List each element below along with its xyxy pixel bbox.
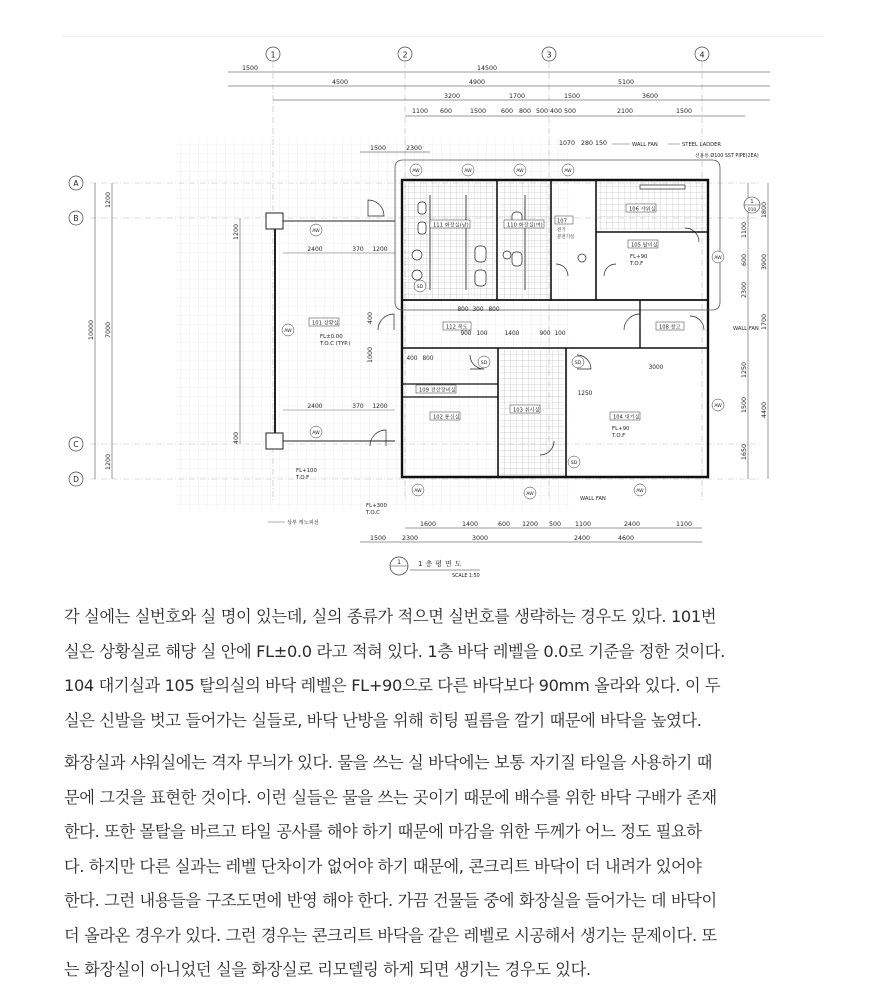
grid-bubble-1: [266, 47, 280, 61]
grid-bubble-4: [695, 47, 709, 61]
dim-label: 10000: [88, 319, 95, 341]
grid-label: D: [73, 475, 79, 484]
dim-label: 2300: [741, 281, 748, 299]
grid-label: 1: [270, 50, 276, 60]
svg-text:900: 900: [460, 331, 472, 337]
dim-label: 1700: [508, 93, 526, 100]
svg-text:103 취사실: 103 취사실: [513, 407, 540, 414]
paragraph-line: 실은 상황실로 해당 실 안에 FL±0.0 라고 적혀 있다. 1층 바닥 레벨을 0.0로 기준을 정한 것이다.: [64, 641, 725, 661]
dim-label: 1200: [372, 403, 388, 410]
room-tag-108: [656, 322, 684, 331]
svg-text:전기: 전기: [557, 228, 566, 233]
svg-text:100: 100: [554, 331, 566, 337]
svg-text:111 화장실(남): 111 화장실(남): [433, 222, 469, 229]
dim-label: 1400: [461, 521, 479, 528]
paragraph-line: 문에 그것을 표현한 것이다. 이런 실들은 물을 쓰는 곳이기 때문에 배수를 위한 바닥 구배가 존재: [64, 787, 717, 807]
svg-text:분전기실: 분전기실: [557, 235, 575, 240]
dim-label: 150: [594, 140, 608, 147]
svg-text:FL+90: FL+90: [612, 426, 630, 432]
room-tag-106: [626, 204, 656, 213]
svg-text:SD: SD: [416, 285, 424, 290]
dim-label: 600: [741, 253, 748, 267]
room-tag-109: [416, 385, 456, 394]
svg-text:AW: AW: [312, 431, 320, 436]
paragraph-wet-rooms: [64, 746, 824, 988]
svg-text:1: 1: [397, 559, 401, 566]
grid-label: 3: [546, 50, 552, 60]
svg-text:AW: AW: [414, 489, 422, 494]
room-tag-110: [504, 220, 544, 229]
room-tag-112: [443, 322, 471, 331]
svg-text:FL+300: FL+300: [366, 503, 387, 509]
dim-label: 1500: [741, 396, 748, 414]
svg-text:WALL FAN: WALL FAN: [733, 326, 759, 332]
svg-text:AW: AW: [412, 169, 420, 174]
dim-label: 1000: [367, 346, 374, 364]
grid-label: B: [73, 214, 79, 223]
dim-label: 1200: [521, 521, 539, 528]
dim-label: 2400: [573, 535, 591, 542]
svg-text:1: 1: [750, 199, 754, 205]
grid-label: 4: [699, 50, 705, 60]
svg-text:선홈통 Ø100 SST PIPE(2EA): 선홈통 Ø100 SST PIPE(2EA): [695, 154, 759, 159]
svg-text:110 화장실(여): 110 화장실(여): [507, 222, 543, 229]
dim-label: 1500: [369, 145, 387, 152]
svg-text:AW: AW: [312, 229, 320, 234]
dim-label: 500: [563, 108, 577, 115]
dim-label: 14500: [476, 65, 498, 72]
tile-toilet-women: [499, 182, 549, 298]
dim-label: 2300: [405, 145, 423, 152]
dim-label: 400: [233, 431, 240, 445]
room-tag-105: [628, 240, 658, 249]
svg-text:WALL FAN: WALL FAN: [632, 142, 658, 148]
paragraph-line: 더 올라온 경우가 있다. 그런 경우는 콘크리트 바닥을 같은 레벨로 시공해서 생기는 문제이다. 또: [64, 925, 717, 945]
dim-label: 4400: [761, 401, 768, 419]
dim-label: 4900: [468, 79, 486, 86]
svg-text:100: 100: [476, 331, 488, 337]
paragraph-room-levels: [64, 600, 824, 738]
dim-label: 1200: [372, 246, 388, 253]
svg-text:AW: AW: [636, 489, 644, 494]
svg-text:300: 300: [472, 307, 484, 313]
svg-text:112 복도: 112 복도: [446, 324, 468, 331]
drawing-title: [390, 557, 480, 579]
svg-text:109 전산장비실: 109 전산장비실: [419, 387, 456, 394]
dim-label: 500: [548, 521, 562, 528]
room-tag-103: [510, 405, 540, 414]
paragraph-line: 각 실에는 실번호와 실 명이 있는데, 실의 종류가 적으면 실번호를 생략하는 경우도 있다. 101번: [64, 607, 717, 626]
paragraph-line: 104 대기실과 105 탈의실의 바닥 레벨은 FL+90으로 다른 바닥보다 90mm 올라와 있다. 이 두: [64, 676, 721, 695]
dim-label: 1250: [741, 361, 748, 379]
paragraph-line: 한다. 또한 몰탈을 바르고 타일 공사를 해야 하기 때문에 마감을 위한 두께가 어느 정도 필요하: [64, 822, 702, 841]
svg-text:SD: SD: [570, 461, 578, 466]
dim-label: 1500: [469, 108, 487, 115]
dim-label: 1100: [675, 521, 693, 528]
dim-label: 1800: [761, 201, 768, 219]
dim-label: 1100: [741, 221, 748, 239]
svg-text:SCALE 1:50: SCALE 1:50: [452, 574, 480, 579]
dim-label: 2400: [307, 403, 323, 410]
dim-label: 1100: [411, 108, 429, 115]
svg-text:STEEL LADDER: STEEL LADDER: [682, 142, 721, 148]
svg-text:AW: AW: [284, 329, 292, 334]
svg-text:T.O.F: T.O.F: [296, 475, 310, 481]
svg-text:WALL FAN: WALL FAN: [580, 496, 606, 502]
dim-label: 400: [549, 108, 563, 115]
dim-label: 4600: [617, 535, 635, 542]
dim-label: 600: [439, 108, 453, 115]
grid-label: C: [73, 440, 79, 449]
svg-text:1400: 1400: [504, 331, 520, 337]
dim-label: 7000: [105, 321, 112, 339]
dim-label: 1200: [105, 453, 112, 471]
dim-label: 1200: [233, 223, 240, 241]
svg-text:105 탈의실: 105 탈의실: [631, 242, 658, 249]
svg-text:T.O.C: T.O.C: [366, 510, 380, 516]
room-tag-101: [309, 318, 339, 327]
dim-label: 3200: [443, 93, 461, 100]
dim-label: 2400: [623, 521, 641, 528]
svg-text:400: 400: [406, 356, 418, 362]
dim-label: 370: [352, 246, 364, 253]
room-tag-102: [430, 412, 460, 421]
svg-text:010: 010: [747, 208, 757, 213]
svg-text:101 상황실: 101 상황실: [312, 320, 339, 327]
svg-text:AW: AW: [564, 169, 572, 174]
svg-text:SD: SD: [574, 361, 582, 366]
grid-column-bubbles: [266, 47, 709, 61]
paragraph-line: 화장실과 샤워실에는 격자 무늬가 있다. 물을 쓰는 실 바닥에는 보통 자기질 타일을 사용하기 때: [64, 753, 713, 772]
dim-label: 280: [580, 140, 594, 147]
dim-label: 3600: [641, 93, 659, 100]
dim-label: 800: [518, 108, 532, 115]
dim-label: 600: [500, 108, 514, 115]
dim-label: 1500: [675, 108, 693, 115]
svg-text:T.O.C (TYP.): T.O.C (TYP.): [320, 341, 351, 347]
svg-text:102 통신실: 102 통신실: [433, 414, 460, 421]
dim-label: 1700: [761, 313, 768, 331]
svg-text:108 창고: 108 창고: [659, 324, 681, 331]
room-tag-107: [555, 216, 574, 240]
dim-label: 1200: [105, 191, 112, 209]
grid-row-bubbles: [69, 176, 83, 486]
svg-text:AW: AW: [526, 492, 534, 497]
svg-text:800: 800: [457, 307, 469, 313]
svg-text:800: 800: [422, 356, 434, 362]
dim-label: 1500: [369, 535, 387, 542]
svg-text:800: 800: [488, 307, 500, 313]
grid-bubble-2: [398, 47, 412, 61]
dim-label: 400: [367, 311, 374, 325]
paragraph-line: 는 화장실이 아니었던 실을 화장실로 리모델링 하게 되면 생기는 경우도 있다.: [64, 960, 591, 979]
paragraph-line: 실은 신발을 벗고 들어가는 실들로, 바닥 난방을 위해 히팅 필름을 깔기 때문에 바닥을 높였다.: [64, 710, 702, 730]
svg-text:FL±0.00: FL±0.00: [320, 334, 343, 340]
dim-label: 5100: [617, 79, 635, 86]
paragraph-line: 다. 하지만 다른 실과는 레벨 단차이가 없어야 하기 때문에, 콘크리트 바닥이 더 내려가 있어야: [64, 856, 702, 876]
grid-label: A: [73, 179, 79, 188]
paragraph-line: 한다. 그런 내용들을 구조도면에 반영 해야 한다. 가끔 건물들 중에 화장실을 들어가는 데 바닥이: [64, 891, 717, 910]
svg-text:FL+100: FL+100: [296, 468, 317, 474]
grid-bubble-3: [542, 47, 556, 61]
dim-label: 500: [535, 108, 549, 115]
svg-text:1250: 1250: [577, 391, 593, 397]
svg-text:1층평면도: 1층평면도: [418, 560, 465, 568]
svg-text:SD: SD: [480, 361, 488, 366]
dim-label: 1650: [741, 443, 748, 461]
dim-label: 4500: [331, 79, 349, 86]
dim-label: 2300: [401, 535, 419, 542]
dim-label: 1600: [419, 521, 437, 528]
svg-text:FL+90: FL+90: [630, 254, 648, 260]
dim-label: 3000: [471, 535, 489, 542]
svg-text:AW: AW: [714, 404, 722, 409]
svg-text:900: 900: [539, 331, 551, 337]
detail-bubble: [744, 197, 760, 213]
svg-text:AW: AW: [464, 169, 472, 174]
svg-text:104 대기실: 104 대기실: [613, 414, 640, 421]
dim-label: 2400: [307, 246, 323, 253]
dim-label: 1500: [563, 93, 581, 100]
dim-label: 600: [497, 521, 511, 528]
room-tag-104: [610, 412, 640, 421]
svg-text:T.O.F: T.O.F: [612, 433, 626, 439]
dim-label: 1500: [241, 65, 259, 72]
svg-text:AW: AW: [714, 256, 722, 261]
svg-text:107: 107: [557, 218, 567, 225]
dim-label: 2100: [616, 108, 634, 115]
svg-text:3000: 3000: [648, 365, 664, 371]
dim-label: 1100: [574, 521, 592, 528]
dim-label: 3900: [761, 253, 768, 271]
svg-text:AW: AW: [516, 169, 524, 174]
svg-text:상부 캐노피선: 상부 캐노피선: [287, 520, 319, 526]
svg-text:T.O.F: T.O.F: [630, 261, 644, 267]
grid-label: 2: [402, 50, 408, 60]
room-tag-111: [430, 220, 470, 229]
dim-label: 370: [352, 403, 364, 410]
svg-text:106 샤워실: 106 샤워실: [629, 206, 656, 213]
dim-label: 1070: [558, 140, 576, 147]
